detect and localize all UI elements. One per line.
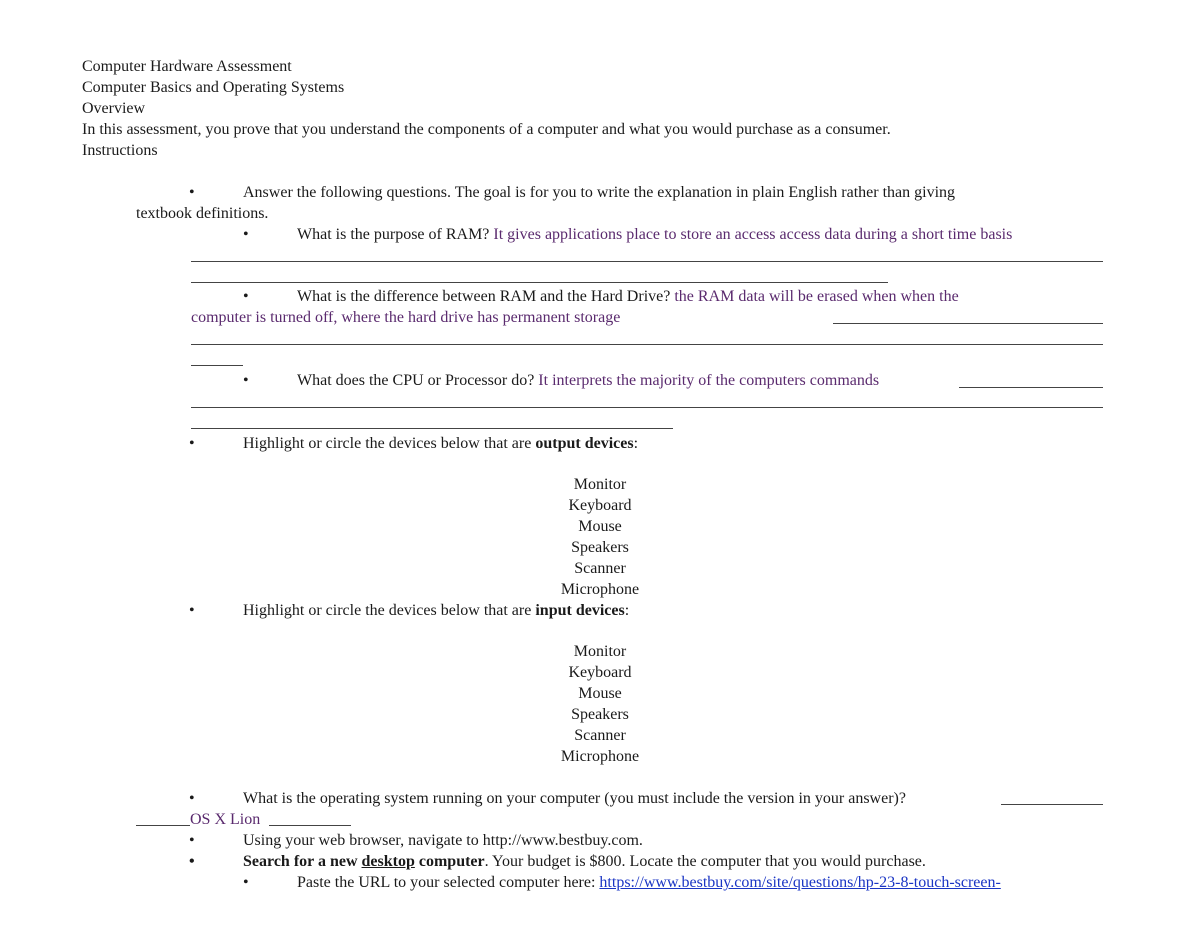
answer-ram[interactable]: It gives applications place to store an access access data during a short time basis (489, 226, 1013, 243)
instruction-answer-questions-cont: textbook definitions. (136, 205, 269, 222)
device-option-keyboard[interactable]: Keyboard (568, 664, 632, 681)
answer-line (136, 825, 190, 826)
question-ram-text: What is the purpose of RAM? (297, 226, 490, 243)
search-computer: computer (414, 853, 485, 870)
output-devices-suffix: : (633, 435, 639, 452)
document-title: Computer Hardware Assessment (82, 58, 292, 75)
bullet: • (243, 288, 249, 305)
device-option-microphone[interactable]: Microphone (560, 581, 640, 598)
input-devices-label: input devices (535, 602, 625, 619)
bullet: • (189, 790, 195, 807)
answer-line (833, 323, 1103, 324)
question-ram (297, 224, 1012, 245)
instruction-answer-questions: Answer the following questions. The goal is for you to write the explanation in plain English rather than giving (243, 184, 956, 201)
question-os: What is the operating system running on your computer (you must include the version in your answer)? (243, 790, 906, 807)
device-option-speakers[interactable]: Speakers (571, 539, 629, 556)
input-devices-prefix: Highlight or circle the devices below that are (243, 602, 536, 619)
answer-line (191, 344, 1103, 345)
device-option-monitor[interactable]: Monitor (573, 643, 627, 660)
search-budget: . Your budget is $800. Locate the computer that you would purchase. (484, 853, 926, 870)
answer-ram-vs-hdd-cont[interactable]: computer is turned off, where the hard drive has permanent storage (191, 309, 621, 326)
output-devices-instruction (243, 433, 638, 454)
course-name: Computer Basics and Operating Systems (82, 79, 345, 96)
input-devices-instruction (243, 600, 629, 621)
answer-ram-vs-hdd[interactable]: the RAM data will be erased when when the (670, 288, 959, 305)
answer-line (191, 428, 673, 429)
bullet: • (189, 853, 195, 870)
bullet: • (243, 372, 249, 389)
overview-heading: Overview (82, 100, 146, 117)
bullet: • (189, 602, 195, 619)
input-device-list (0, 641, 1200, 767)
answer-line (191, 282, 888, 283)
selected-computer-link[interactable]: https://www.bestbuy.com/site/questions/hp-23-8-touch-screen- (599, 874, 1001, 891)
device-option-microphone[interactable]: Microphone (560, 748, 640, 765)
answer-line (269, 825, 351, 826)
question-ram-vs-hdd-text: What is the difference between RAM and the Hard Drive? (297, 288, 671, 305)
search-desktop: desktop (361, 853, 415, 870)
output-device-list (0, 474, 1200, 600)
answer-line (959, 387, 1103, 388)
question-cpu (297, 370, 879, 391)
bullet: • (189, 832, 195, 849)
bullet: • (189, 184, 195, 201)
answer-line (1001, 804, 1103, 805)
device-option-scanner[interactable]: Scanner (574, 727, 626, 744)
device-option-monitor[interactable]: Monitor (573, 476, 627, 493)
instruction-search (243, 851, 926, 872)
url-item (297, 872, 1001, 893)
device-option-scanner[interactable]: Scanner (574, 560, 626, 577)
device-option-mouse[interactable]: Mouse (578, 518, 622, 535)
search-prefix: Search for a new (243, 853, 362, 870)
device-option-speakers[interactable]: Speakers (571, 706, 629, 723)
url-label: Paste the URL to your selected computer here: (297, 874, 600, 891)
device-option-mouse[interactable]: Mouse (578, 685, 622, 702)
input-devices-suffix: : (624, 602, 630, 619)
output-devices-prefix: Highlight or circle the devices below that are (243, 435, 536, 452)
answer-line (191, 365, 243, 366)
output-devices-label: output devices (535, 435, 634, 452)
bullet: • (189, 435, 195, 452)
instruction-browse: Using your web browser, navigate to http://www.bestbuy.com. (243, 832, 643, 849)
question-cpu-text: What does the CPU or Processor do? (297, 372, 535, 389)
question-ram-vs-hdd (297, 286, 959, 307)
answer-cpu[interactable]: It interprets the majority of the computers commands (534, 372, 880, 389)
answer-line (191, 261, 1103, 262)
bullet: • (243, 226, 249, 243)
overview-text: In this assessment, you prove that you understand the components of a computer and what you would purchase as a consumer. (82, 121, 891, 138)
answer-line (191, 407, 1103, 408)
instructions-heading: Instructions (82, 142, 158, 159)
device-option-keyboard[interactable]: Keyboard (568, 497, 632, 514)
bullet: • (243, 874, 249, 891)
answer-os[interactable]: OS X Lion (190, 811, 261, 828)
